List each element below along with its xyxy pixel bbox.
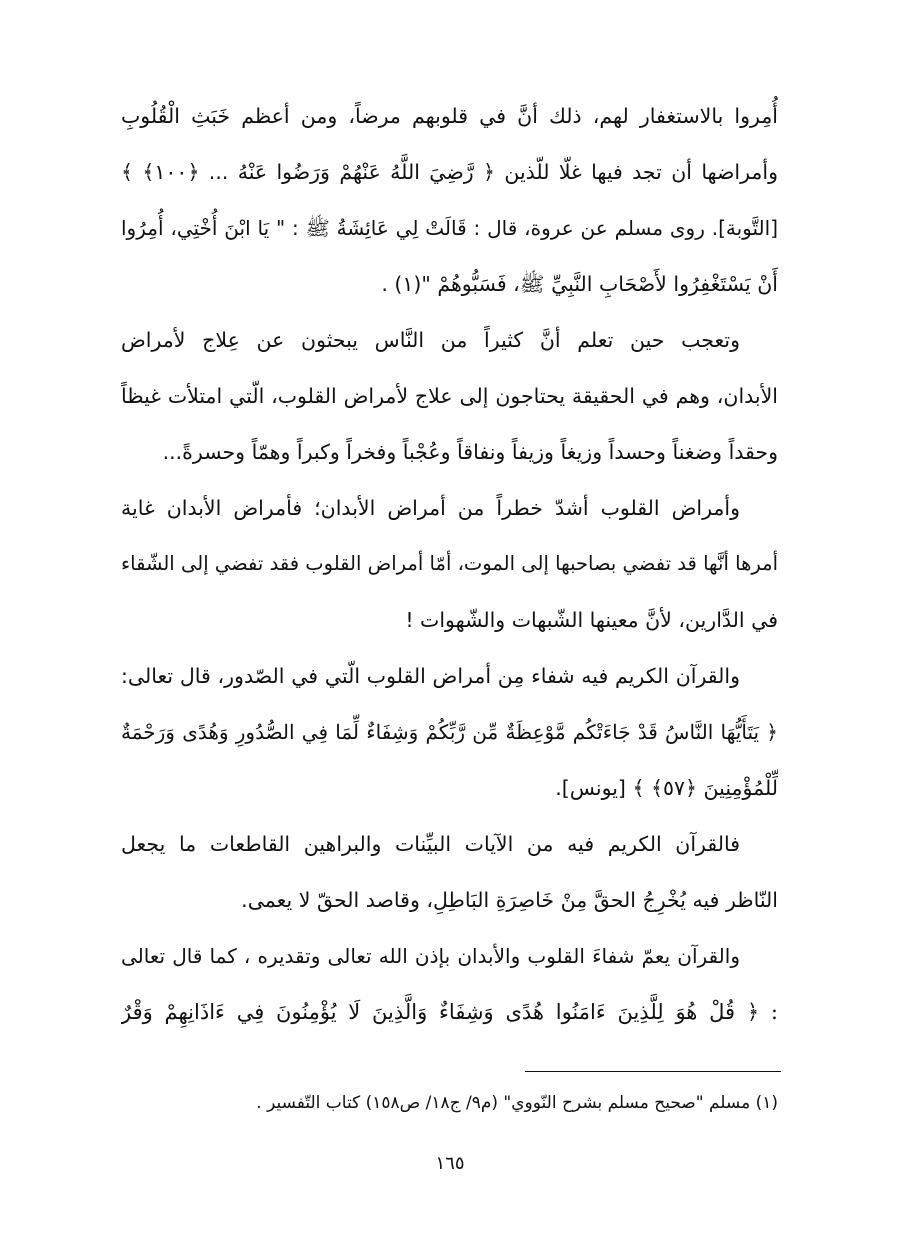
paragraph-istighfar (121, 88, 778, 312)
quran-verse-line: ﴿ يَتَأَيُّهَا النَّاسُ قَدْ جَاءَتْكُم مَّوْعِظَةٌ مِّن رَّبِّكُمْ وَشِفَاءٌ لِّمَا فِي الصُّدُورِ وَهُدًى وَرَحْمَةٌ (121, 720, 778, 744)
text-line: أمرها أنَّها قد تفضي بصاحبها إلى الموت، أمّا أمراض القلوب فقد تفضي إلى الشّقاء (121, 552, 778, 575)
text-line: وأمراض القلوب أشدّ خطراً من أمراض الأبدان؛ فأمراض الأبدان غاية (121, 496, 740, 520)
footnote-separator (525, 1071, 781, 1072)
text-line: أُمِروا بالاستغفار لهم، ذلك أنَّ في قلوبهم مرضاً، ومن أعظم خَبَثِ الْقُلُوبِ (121, 104, 778, 128)
paragraph-quran-cure (121, 648, 778, 816)
page-number: ١٦٥ (435, 1153, 465, 1174)
paragraph-danger (121, 480, 778, 648)
text-line: فالقرآن الكريم فيه من الآيات البيِّنات والبراهين القاطعات ما يجعل (121, 832, 740, 856)
paragraph-proofs (121, 816, 778, 928)
text-line: وأمراضها أن تجد فيها غلّا للّذين ﴿ رَّضِيَ اللَّهُ عَنْهُمْ وَرَضُوا عَنْهُ ... ﴿١٠٠﴾ ﴾ (121, 160, 778, 184)
quran-verse-line: لِّلْمُؤْمِنِينَ ﴿٥٧﴾ ﴾ [يونس]. (555, 776, 778, 800)
text-line: أَنْ يَسْتَغْفِرُوا لأَصْحَابِ النَّبِيِّ ﷺ، فَسَبُّوهُمْ "(١) . (381, 272, 778, 296)
text-line: وتعجب حين تعلم أنَّ كثيراً من النَّاس يبحثون عن عِلاج لأمراض (121, 328, 740, 352)
text-line: [التَّوبة]. روى مسلم عن عروة، قال : قَالَتْ لِي عَائِشَةُ ﷺ : " يَا ابْنَ أُخْتِي، أُمِرُوا (121, 216, 778, 240)
text-line: وحقداً وضغناً وحسداً وزيغاً وزيفاً ونفاقاً وعُجْباً وفخراً وكبراً وهمّاً وحسرةً... (162, 440, 778, 464)
text-line: النّاظر فيه يُخْرِجُ الحقَّ مِنْ خَاصِرَةِ البَاطِلِ، وقاصد الحقّ لا يعمى. (241, 888, 778, 912)
text-line: والقرآن الكريم فيه شفاء مِن أمراض القلوب الّتي في الصّدور، قال تعالى: (121, 664, 740, 688)
paragraph-body-and-heart (121, 928, 778, 1040)
quran-verse-line: : ﴿ قُلْ هُوَ لِلَّذِينَ ءَامَنُوا هُدًى وَشِفَاءٌ وَالَّذِينَ لَا يُؤْمِنُونَ فِي ءَاذَانِهِمْ وَقْرٌ (121, 1000, 778, 1024)
text-line: في الدَّارين، لأنَّ معينها الشّبهات والشّهوات ! (405, 608, 778, 632)
paragraph-heart-diseases (121, 312, 778, 480)
text-line: الأبدان، وهم في الحقيقة يحتاجون إلى علاج لأمراض القلوب، الّتي امتلأت غيظاً (121, 384, 778, 408)
main-text (121, 88, 778, 1040)
footnote: (١) مسلم "صحيح مسلم بشرح النّووي" (م٩/ ج١٨/ ص١٥٨) كتاب التّفسير . (256, 1093, 778, 1113)
text-line: والقرآن يعمّ شفاءَ القلوب والأبدان بإذن الله تعالى وتقديره ، كما قال تعالى (121, 944, 740, 968)
